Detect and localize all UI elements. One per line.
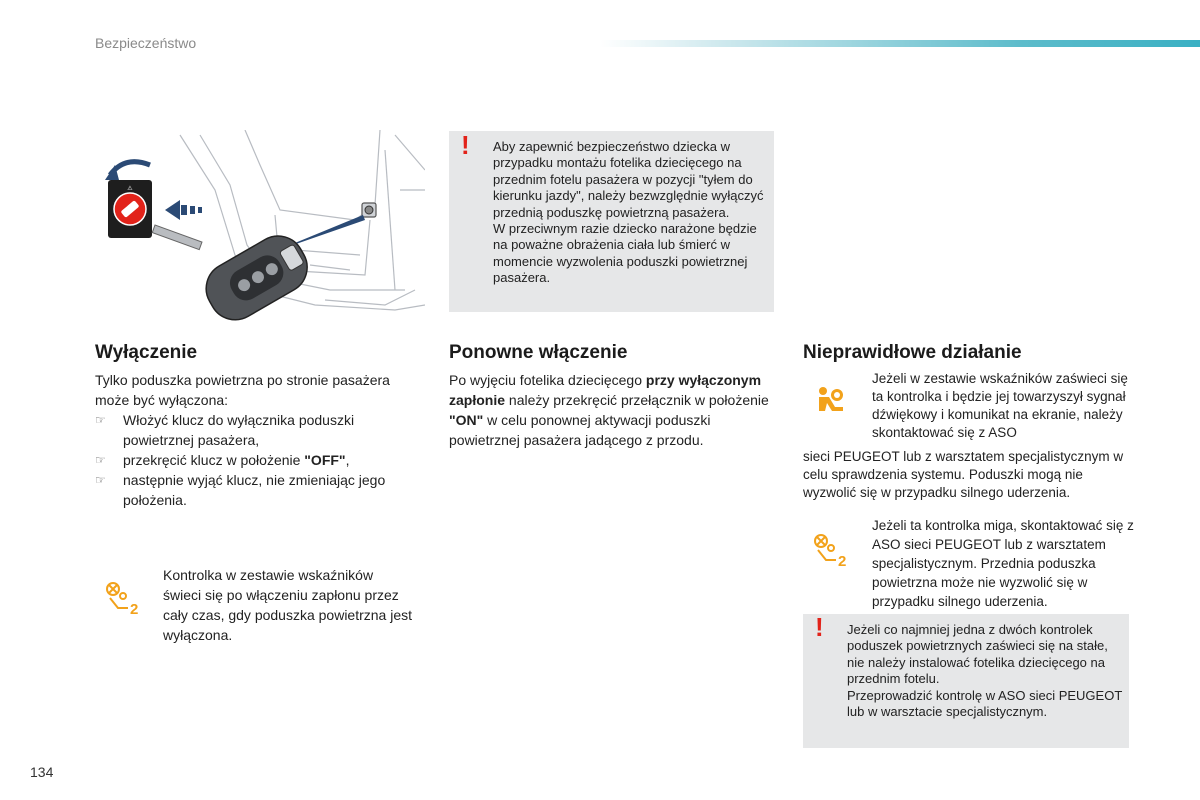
airbag-fault-icon [815,383,847,415]
step-text: Włożyć klucz do wyłącznika poduszki powietrznej pasażera, [123,412,355,448]
svg-text:2: 2 [130,601,139,616]
step-text: , [345,452,350,468]
svg-text:⚠: ⚠ [127,185,133,192]
fault-note-blinking: Jeżeli ta kontrolka miga, skontaktować się z ASO sieci PEUGEOT lub z warsztatem specjalistycznym. Przednia poduszka powietrzna może nie wyzwolić się w przypadku silnego uderzenia. [872,518,1134,609]
warning-text: Przeprowadzić kontrolę w ASO sieci PEUGEOT lub w warsztacie specjalistycznym. [847,687,1123,720]
list-item [95,450,425,470]
step-text: następnie wyjąć klucz, nie zmieniając jego położenia. [123,472,386,508]
section-title-enable: Ponowne włączenie [449,342,628,363]
step-text: przekręcić klucz w położenie [123,452,305,468]
section-title-fault: Nieprawidłowe działanie [803,342,1022,363]
steps-list [95,410,425,510]
svg-text:2: 2 [838,553,847,568]
pointing-hand-icon: ☞ [95,413,106,427]
header-gradient-bar [600,40,1200,47]
section-title-disable: Wyłączenie [95,342,198,363]
fault-note-steady: Jeżeli w zestawie wskaźników zaświeci się ta kontrolka i będzie jej towarzyszył sygnał dźwiękowy i komunikat na ekranie, należy skontaktować się z ASO [872,371,1128,440]
fault-note-steady-cont: sieci PEUGEOT lub z warsztatem specjalistycznym w celu sprawdzenia systemu. Poduszki mogą nie wyzwolić się w przypadku silnego uderzenia. [803,449,1124,500]
list-item [95,470,425,510]
warning-box-airbag-lamps [803,614,1129,748]
section-label: Bezpieczeństwo [95,35,197,51]
exclamation-icon: ! [461,130,470,160]
warning-text: W przeciwnym razie dziecko narażone będzie na poważne obrażenia ciała lub śmierć w momencie wyzwolenia poduszki powietrznej pasażera. [493,221,757,286]
intro-text: Tylko poduszka powietrzna po stronie pasażera może być wyłączona: [95,372,390,408]
page-number: 134 [30,764,54,780]
list-item [95,410,425,450]
airbag-off-note: Kontrolka w zestawie wskaźników świeci się po włączeniu zapłonu przez cały czas, gdy poduszka powietrzna jest wyłączona. [163,567,413,643]
enable-paragraph: Po wyjęciu fotelika dziecięcego przy wyłączonym zapłonie należy przekręcić przełącznik w położenie "ON" w celu ponownej aktywacji poduszki powietrznej pasażera jadącego z przodu. [449,372,769,448]
key-switch-illustration [95,130,425,330]
warning-text: Aby zapewnić bezpieczeństwo dziecka w przypadku montażu fotelika dziecięcego na przednim fotelu pasażera w pozycji "tyłem do kierunku jazdy", należy bezwzględnie wyłączyć przednią poduszkę powietrzną pasażera. [493,139,764,220]
exclamation-icon: ! [815,612,824,642]
warning-box-child-seat [449,131,774,312]
airbag-fault-blinking-icon [812,532,850,568]
enable-instructions [449,370,779,450]
disable-instructions [95,370,425,510]
pointing-hand-icon: ☞ [95,453,106,467]
step-bold: "OFF" [304,452,346,468]
pointing-hand-icon: ☞ [95,473,106,487]
airbag-off-warning-icon [104,580,142,616]
warning-text: Jeżeli co najmniej jedna z dwóch kontrolek poduszek powietrznych zaświeci się na stałe, nie należy instalować fotelika dziecięcego na przednim fotelu. [847,622,1108,687]
